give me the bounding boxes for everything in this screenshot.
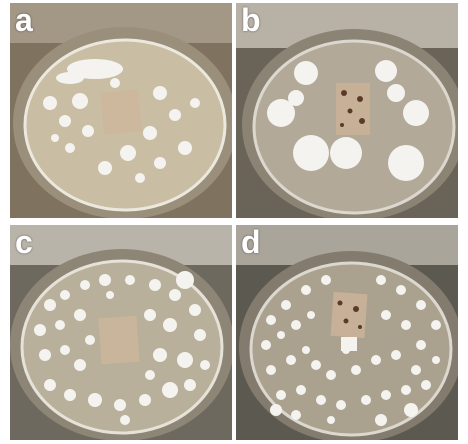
petri-dish-photo-b xyxy=(236,3,458,218)
petri-dish-photo-d xyxy=(236,225,458,440)
panel-label-c: c xyxy=(15,225,33,260)
panel-a xyxy=(10,3,232,218)
petri-dish-photo-c xyxy=(10,225,232,440)
panel-label-d: d xyxy=(241,225,261,260)
panel-c xyxy=(10,225,232,440)
figure-grid xyxy=(10,3,458,440)
panel-d xyxy=(236,225,458,440)
panel-label-a: a xyxy=(15,3,33,38)
petri-dish-photo-a xyxy=(10,3,232,218)
panel-b xyxy=(236,3,458,218)
panel-label-b: b xyxy=(241,3,261,38)
